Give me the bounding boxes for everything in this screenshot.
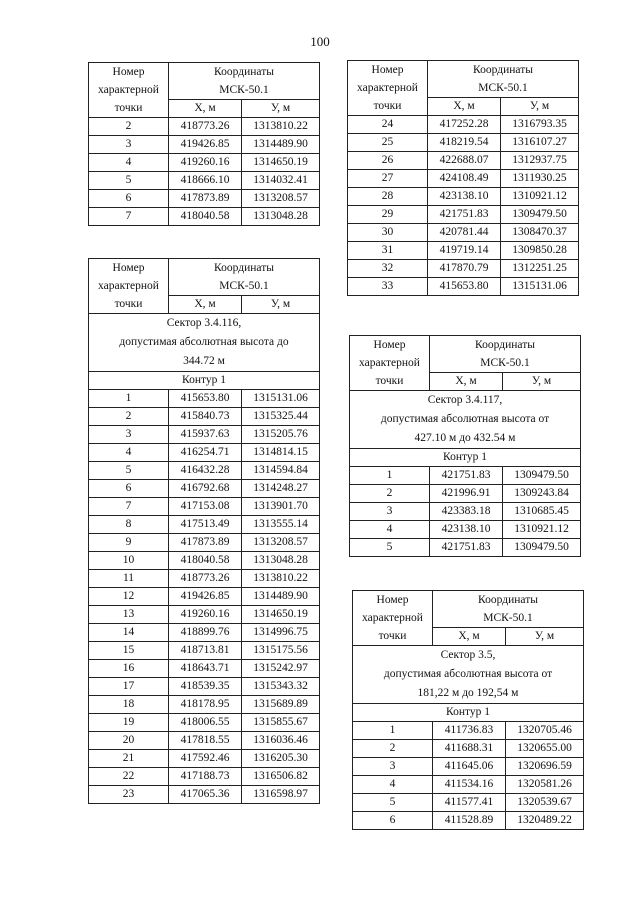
x-value: 411645.06 bbox=[433, 758, 506, 776]
table-row bbox=[89, 480, 320, 498]
table-row bbox=[89, 190, 320, 208]
sector-line: 181,22 м до 192,54 м bbox=[417, 687, 519, 699]
y-value: 1310685.45 bbox=[503, 503, 581, 521]
table-row bbox=[350, 539, 581, 557]
y-value: 1314032.41 bbox=[242, 172, 320, 190]
point-number: 4 bbox=[89, 444, 169, 462]
x-value: 418040.58 bbox=[169, 208, 242, 226]
y-header: У, м bbox=[242, 100, 320, 118]
table-row bbox=[89, 208, 320, 226]
x-value: 416432.28 bbox=[169, 462, 242, 480]
y-value: 1315242.97 bbox=[242, 660, 320, 678]
point-number: 19 bbox=[89, 714, 169, 732]
point-number-header bbox=[348, 61, 428, 116]
point-number: 21 bbox=[89, 750, 169, 768]
x-value: 417153.08 bbox=[169, 498, 242, 516]
y-value: 1315175.56 bbox=[242, 642, 320, 660]
contour-label: Контур 1 bbox=[89, 372, 320, 390]
point-number: 4 bbox=[353, 776, 433, 794]
sector-line: Сектор 3.4.116, bbox=[166, 317, 242, 329]
x-header: Х, м bbox=[169, 296, 242, 314]
x-value: 421996.91 bbox=[430, 485, 503, 503]
y-value: 1310921.12 bbox=[501, 188, 579, 206]
x-value: 415653.80 bbox=[169, 390, 242, 408]
point-number: 2 bbox=[353, 740, 433, 758]
y-header: У, м bbox=[242, 296, 320, 314]
y-value: 1313048.28 bbox=[242, 552, 320, 570]
point-number: 8 bbox=[89, 516, 169, 534]
point-number: 5 bbox=[89, 462, 169, 480]
header-row bbox=[89, 63, 320, 100]
table-row bbox=[350, 467, 581, 485]
x-value: 421751.83 bbox=[430, 467, 503, 485]
header-line: точки bbox=[114, 102, 143, 114]
x-value: 418006.55 bbox=[169, 714, 242, 732]
x-value: 415840.73 bbox=[169, 408, 242, 426]
header-line: точки bbox=[378, 630, 407, 642]
y-value: 1314489.90 bbox=[242, 588, 320, 606]
table-row bbox=[89, 588, 320, 606]
table-row bbox=[353, 812, 584, 830]
header-line: Координаты bbox=[473, 64, 533, 76]
y-value: 1313810.22 bbox=[242, 570, 320, 588]
y-value: 1315325.44 bbox=[242, 408, 320, 426]
contour-row bbox=[353, 704, 584, 722]
table-row bbox=[89, 426, 320, 444]
table-row bbox=[348, 278, 579, 296]
y-value: 1315343.32 bbox=[242, 678, 320, 696]
x-value: 418040.58 bbox=[169, 552, 242, 570]
sector-line: допустимая абсолютная высота от bbox=[380, 413, 550, 425]
x-value: 420781.44 bbox=[428, 224, 501, 242]
header-line: характерной bbox=[357, 82, 418, 94]
header-line: точки bbox=[375, 375, 404, 387]
point-number: 11 bbox=[89, 570, 169, 588]
x-value: 417252.28 bbox=[428, 116, 501, 134]
point-number: 5 bbox=[350, 539, 430, 557]
point-number: 6 bbox=[89, 190, 169, 208]
table-row bbox=[348, 224, 579, 242]
sector-line: допустимая абсолютная высота до bbox=[119, 336, 289, 348]
y-value: 1312937.75 bbox=[501, 152, 579, 170]
x-value: 418773.26 bbox=[169, 570, 242, 588]
header-line: характерной bbox=[362, 612, 423, 624]
table-row bbox=[350, 503, 581, 521]
y-value: 1320705.46 bbox=[506, 722, 584, 740]
sector-description bbox=[353, 646, 584, 704]
y-value: 1313555.14 bbox=[242, 516, 320, 534]
x-value: 418713.81 bbox=[169, 642, 242, 660]
y-value: 1309243.84 bbox=[503, 485, 581, 503]
y-value: 1320489.22 bbox=[506, 812, 584, 830]
point-number: 6 bbox=[353, 812, 433, 830]
point-number: 29 bbox=[348, 206, 428, 224]
header-line: характерной bbox=[98, 84, 159, 96]
y-value: 1314650.19 bbox=[242, 606, 320, 624]
header-line: Координаты bbox=[214, 262, 274, 274]
x-value: 419719.14 bbox=[428, 242, 501, 260]
point-number: 16 bbox=[89, 660, 169, 678]
coordinates-header bbox=[169, 259, 320, 296]
point-number: 5 bbox=[353, 794, 433, 812]
y-value: 1313208.57 bbox=[242, 190, 320, 208]
y-value: 1316598.97 bbox=[242, 786, 320, 804]
header-line: Координаты bbox=[475, 339, 535, 351]
coordinates-table-4 bbox=[349, 335, 581, 557]
x-value: 411528.89 bbox=[433, 812, 506, 830]
y-value: 1308470.37 bbox=[501, 224, 579, 242]
header-row bbox=[353, 591, 584, 628]
coordinates-header bbox=[169, 63, 320, 100]
y-value: 1316107.27 bbox=[501, 134, 579, 152]
table-row bbox=[353, 722, 584, 740]
header-line: МСК-50.1 bbox=[219, 280, 269, 292]
x-value: 417065.36 bbox=[169, 786, 242, 804]
header-line: точки bbox=[114, 298, 143, 310]
table-row bbox=[89, 408, 320, 426]
x-value: 416254.71 bbox=[169, 444, 242, 462]
point-number: 3 bbox=[350, 503, 430, 521]
point-number: 5 bbox=[89, 172, 169, 190]
point-number: 4 bbox=[89, 154, 169, 172]
point-number: 27 bbox=[348, 170, 428, 188]
y-value: 1320581.26 bbox=[506, 776, 584, 794]
table-row bbox=[348, 206, 579, 224]
table-row bbox=[89, 154, 320, 172]
x-value: 418773.26 bbox=[169, 118, 242, 136]
y-value: 1309479.50 bbox=[501, 206, 579, 224]
x-value: 419426.85 bbox=[169, 136, 242, 154]
point-number: 7 bbox=[89, 498, 169, 516]
y-value: 1320696.59 bbox=[506, 758, 584, 776]
point-number: 13 bbox=[89, 606, 169, 624]
coordinates-header bbox=[428, 61, 579, 98]
header-line: Номер bbox=[371, 64, 404, 76]
x-value: 411688.31 bbox=[433, 740, 506, 758]
x-value: 417870.79 bbox=[428, 260, 501, 278]
sector-description bbox=[89, 314, 320, 372]
page-number: 100 bbox=[310, 34, 330, 49]
header-line: МСК-50.1 bbox=[483, 612, 533, 624]
table-row bbox=[350, 521, 581, 539]
table-row bbox=[89, 172, 320, 190]
header-line: МСК-50.1 bbox=[219, 84, 269, 96]
table-row bbox=[89, 552, 320, 570]
y-value: 1314489.90 bbox=[242, 136, 320, 154]
point-number: 6 bbox=[89, 480, 169, 498]
point-number: 33 bbox=[348, 278, 428, 296]
header-row bbox=[89, 259, 320, 296]
point-number-header bbox=[350, 336, 430, 391]
y-header: У, м bbox=[503, 373, 581, 391]
header-row bbox=[350, 336, 581, 373]
header-line: Номер bbox=[376, 594, 409, 606]
table-row bbox=[348, 116, 579, 134]
y-value: 1314996.75 bbox=[242, 624, 320, 642]
point-number: 32 bbox=[348, 260, 428, 278]
point-number: 28 bbox=[348, 188, 428, 206]
y-value: 1314650.19 bbox=[242, 154, 320, 172]
coordinates-table-3 bbox=[347, 60, 579, 296]
point-number: 14 bbox=[89, 624, 169, 642]
table-row bbox=[348, 134, 579, 152]
table-row bbox=[350, 485, 581, 503]
contour-row bbox=[89, 372, 320, 390]
table-row bbox=[89, 732, 320, 750]
sector-line: 427.10 м до 432.54 м bbox=[414, 432, 516, 444]
table-row bbox=[89, 786, 320, 804]
coordinates-table-1 bbox=[88, 62, 320, 226]
point-number: 22 bbox=[89, 768, 169, 786]
y-value: 1312251.25 bbox=[501, 260, 579, 278]
table-row bbox=[89, 136, 320, 154]
table-row bbox=[89, 390, 320, 408]
coordinates-header bbox=[433, 591, 584, 628]
y-value: 1309479.50 bbox=[503, 539, 581, 557]
table-row bbox=[89, 696, 320, 714]
x-value: 419426.85 bbox=[169, 588, 242, 606]
y-value: 1315131.06 bbox=[501, 278, 579, 296]
y-value: 1314814.15 bbox=[242, 444, 320, 462]
table-row bbox=[89, 118, 320, 136]
sector-line: допустимая абсолютная высота от bbox=[383, 668, 553, 680]
header-line: Координаты bbox=[214, 66, 274, 78]
x-value: 419260.16 bbox=[169, 606, 242, 624]
table-row bbox=[353, 776, 584, 794]
header-line: Номер bbox=[112, 262, 145, 274]
point-number-header bbox=[89, 63, 169, 118]
point-number-header bbox=[353, 591, 433, 646]
header-line: характерной bbox=[98, 280, 159, 292]
header-line: МСК-50.1 bbox=[480, 357, 530, 369]
point-number: 9 bbox=[89, 534, 169, 552]
point-number: 1 bbox=[350, 467, 430, 485]
x-value: 421751.83 bbox=[428, 206, 501, 224]
x-value: 411736.83 bbox=[433, 722, 506, 740]
point-number: 10 bbox=[89, 552, 169, 570]
x-value: 418666.10 bbox=[169, 172, 242, 190]
table-row bbox=[89, 660, 320, 678]
table-row bbox=[348, 170, 579, 188]
x-value: 417818.55 bbox=[169, 732, 242, 750]
x-value: 418178.95 bbox=[169, 696, 242, 714]
point-number: 12 bbox=[89, 588, 169, 606]
table-row bbox=[89, 498, 320, 516]
sector-row bbox=[89, 314, 320, 372]
sector-line: Сектор 3.4.117, bbox=[427, 394, 503, 406]
y-value: 1310921.12 bbox=[503, 521, 581, 539]
sector-row bbox=[353, 646, 584, 704]
point-number: 2 bbox=[89, 408, 169, 426]
point-number: 1 bbox=[89, 390, 169, 408]
point-number: 18 bbox=[89, 696, 169, 714]
header-line: Координаты bbox=[478, 594, 538, 606]
x-value: 419260.16 bbox=[169, 154, 242, 172]
y-value: 1320655.00 bbox=[506, 740, 584, 758]
point-number: 3 bbox=[89, 136, 169, 154]
point-number: 24 bbox=[348, 116, 428, 134]
sector-line: Сектор 3.5, bbox=[440, 649, 496, 661]
x-header: Х, м bbox=[428, 98, 501, 116]
y-value: 1315855.67 bbox=[242, 714, 320, 732]
x-value: 411577.41 bbox=[433, 794, 506, 812]
point-number: 25 bbox=[348, 134, 428, 152]
table-row bbox=[89, 714, 320, 732]
x-value: 423138.10 bbox=[428, 188, 501, 206]
y-header: У, м bbox=[501, 98, 579, 116]
header-line: Номер bbox=[373, 339, 406, 351]
table-row bbox=[348, 188, 579, 206]
table-row bbox=[89, 642, 320, 660]
x-value: 421751.83 bbox=[430, 539, 503, 557]
table-row bbox=[348, 242, 579, 260]
point-number-header bbox=[89, 259, 169, 314]
x-header: Х, м bbox=[433, 628, 506, 646]
point-number: 3 bbox=[353, 758, 433, 776]
table-row bbox=[89, 444, 320, 462]
y-value: 1314248.27 bbox=[242, 480, 320, 498]
y-value: 1316205.30 bbox=[242, 750, 320, 768]
point-number: 30 bbox=[348, 224, 428, 242]
table-row bbox=[353, 758, 584, 776]
x-header: Х, м bbox=[430, 373, 503, 391]
point-number: 2 bbox=[89, 118, 169, 136]
header-line: МСК-50.1 bbox=[478, 82, 528, 94]
sector-row bbox=[350, 391, 581, 449]
y-value: 1309850.28 bbox=[501, 242, 579, 260]
y-value: 1313208.57 bbox=[242, 534, 320, 552]
point-number: 23 bbox=[89, 786, 169, 804]
x-value: 422688.07 bbox=[428, 152, 501, 170]
point-number: 3 bbox=[89, 426, 169, 444]
point-number: 1 bbox=[353, 722, 433, 740]
sector-description bbox=[350, 391, 581, 449]
y-value: 1316793.35 bbox=[501, 116, 579, 134]
point-number: 26 bbox=[348, 152, 428, 170]
point-number: 7 bbox=[89, 208, 169, 226]
point-number: 17 bbox=[89, 678, 169, 696]
point-number: 4 bbox=[350, 521, 430, 539]
x-value: 417592.46 bbox=[169, 750, 242, 768]
header-row bbox=[348, 61, 579, 98]
y-value: 1313901.70 bbox=[242, 498, 320, 516]
coordinates-table-2 bbox=[88, 258, 320, 804]
y-value: 1314594.84 bbox=[242, 462, 320, 480]
x-value: 423138.10 bbox=[430, 521, 503, 539]
y-value: 1320539.67 bbox=[506, 794, 584, 812]
y-value: 1313810.22 bbox=[242, 118, 320, 136]
x-value: 417513.49 bbox=[169, 516, 242, 534]
table-row bbox=[89, 516, 320, 534]
x-value: 416792.68 bbox=[169, 480, 242, 498]
contour-label: Контур 1 bbox=[350, 449, 581, 467]
x-value: 418899.76 bbox=[169, 624, 242, 642]
x-value: 417188.73 bbox=[169, 768, 242, 786]
point-number: 31 bbox=[348, 242, 428, 260]
table-row bbox=[89, 570, 320, 588]
table-row bbox=[348, 260, 579, 278]
y-value: 1311930.25 bbox=[501, 170, 579, 188]
header-line: точки bbox=[373, 100, 402, 112]
table-row bbox=[89, 768, 320, 786]
x-value: 418219.54 bbox=[428, 134, 501, 152]
x-value: 418643.71 bbox=[169, 660, 242, 678]
table-row bbox=[89, 624, 320, 642]
coordinates-header bbox=[430, 336, 581, 373]
x-value: 417873.89 bbox=[169, 190, 242, 208]
contour-label: Контур 1 bbox=[353, 704, 584, 722]
x-value: 411534.16 bbox=[433, 776, 506, 794]
contour-row bbox=[350, 449, 581, 467]
y-value: 1315205.76 bbox=[242, 426, 320, 444]
y-value: 1315131.06 bbox=[242, 390, 320, 408]
x-value: 417873.89 bbox=[169, 534, 242, 552]
table-row bbox=[89, 606, 320, 624]
table-row bbox=[353, 740, 584, 758]
x-value: 415937.63 bbox=[169, 426, 242, 444]
point-number: 2 bbox=[350, 485, 430, 503]
point-number: 20 bbox=[89, 732, 169, 750]
header-line: характерной bbox=[359, 357, 420, 369]
y-value: 1313048.28 bbox=[242, 208, 320, 226]
y-header: У, м bbox=[506, 628, 584, 646]
y-value: 1309479.50 bbox=[503, 467, 581, 485]
table-row bbox=[89, 678, 320, 696]
table-row bbox=[353, 794, 584, 812]
x-value: 415653.80 bbox=[428, 278, 501, 296]
x-value: 424108.49 bbox=[428, 170, 501, 188]
x-value: 418539.35 bbox=[169, 678, 242, 696]
y-value: 1316506.82 bbox=[242, 768, 320, 786]
point-number: 15 bbox=[89, 642, 169, 660]
y-value: 1315689.89 bbox=[242, 696, 320, 714]
sector-line: 344.72 м bbox=[183, 355, 225, 367]
x-value: 423383.18 bbox=[430, 503, 503, 521]
table-row bbox=[89, 750, 320, 768]
coordinates-table-5 bbox=[352, 590, 584, 830]
table-row bbox=[89, 534, 320, 552]
header-line: Номер bbox=[112, 66, 145, 78]
x-header: Х, м bbox=[169, 100, 242, 118]
table-row bbox=[348, 152, 579, 170]
table-row bbox=[89, 462, 320, 480]
y-value: 1316036.46 bbox=[242, 732, 320, 750]
